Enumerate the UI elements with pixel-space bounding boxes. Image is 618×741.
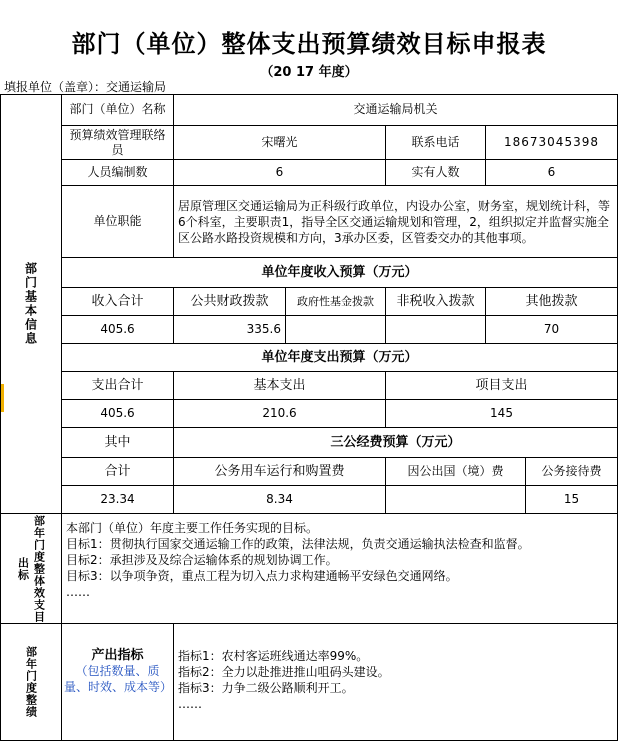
label-income-total: 收入合计	[62, 288, 174, 316]
label-dept-name: 部门（单位）名称	[62, 94, 174, 126]
value-basic-exp[interactable]: 210.6	[174, 400, 386, 428]
output-indicator-label: 产出指标	[91, 648, 144, 663]
label-phone: 联系电话	[386, 126, 486, 160]
goal-line: 目标3：以争项争资，重点工程为切入点力求构建通畅平安绿色交通网络。	[66, 569, 458, 583]
label-project-exp: 项目支出	[386, 372, 618, 400]
section-goal-text: 部年门度整体效支目出标	[16, 514, 46, 623]
year-subtitle: （20 17 年度）	[260, 65, 358, 80]
label-functions: 单位职能	[62, 186, 174, 258]
label-basic-exp: 基本支出	[174, 372, 386, 400]
value-income-total[interactable]: 405.6	[62, 316, 174, 344]
label-non-tax: 非税收入拨款	[386, 288, 486, 316]
value-project-exp[interactable]: 145	[386, 400, 618, 428]
label-among: 其中	[62, 428, 174, 458]
label-reception: 公务接待费	[526, 458, 618, 486]
value-other-alloc[interactable]: 70	[486, 316, 618, 344]
value-contact-person[interactable]: 宋曙光	[174, 126, 386, 160]
indicator-line: ……	[178, 697, 202, 711]
expense-budget-header: 单位年度支出预算（万元）	[62, 344, 618, 372]
output-indicator-note: （包括数量、质量、时效、成本等）	[64, 664, 173, 694]
label-subtotal: 合计	[62, 458, 174, 486]
goal-line: ……	[66, 585, 90, 599]
goal-line: 目标2：承担涉及及综合运输体系的规划协调工作。	[66, 553, 338, 567]
label-staff-quota: 人员编制数	[62, 160, 174, 186]
section-annual-goal	[0, 514, 62, 624]
cell-cursor-marker	[0, 384, 4, 412]
section-basic-info	[0, 94, 62, 514]
label-contact-person: 预算绩效管理联络员	[62, 126, 174, 160]
indicator-line: 指标3：力争二级公路顺利开工。	[178, 681, 354, 695]
goal-line: 目标1：贯彻执行国家交通运输工作的政策，法律法规，负责交通运输执法检查和监督。	[66, 537, 530, 551]
value-car[interactable]: 8.34	[174, 486, 386, 514]
filling-unit: 填报单位（盖章）：交通运输局	[4, 80, 167, 94]
value-phone[interactable]: 18673045398	[486, 126, 618, 160]
label-expense-total: 支出合计	[62, 372, 174, 400]
value-actual-staff[interactable]: 6	[486, 160, 618, 186]
page-title: 部门（单位）整体支出预算绩效目标申报表	[71, 30, 547, 58]
value-gov-fund[interactable]	[286, 316, 386, 344]
value-staff-quota[interactable]: 6	[174, 160, 386, 186]
section-basic-text: 部门基本信息	[23, 261, 38, 346]
goal-line: 本部门（单位）年度主要工作任务实现的目标。	[66, 521, 319, 535]
value-abroad[interactable]	[386, 486, 526, 514]
indicator-line: 指标1：农村客运班线通达率99%。	[178, 649, 369, 663]
value-reception[interactable]: 15	[526, 486, 618, 514]
indicator-line: 指标2：全力以赴推进推山咀码头建设。	[178, 665, 390, 679]
label-car: 公务用车运行和购置费	[174, 458, 386, 486]
indicators-block[interactable]	[174, 624, 618, 741]
section-perf-text: 部年门度整绩	[24, 646, 38, 718]
report-table	[0, 94, 618, 741]
label-other-alloc: 其他拨款	[486, 288, 618, 316]
value-non-tax[interactable]	[386, 316, 486, 344]
value-three-total[interactable]: 23.34	[62, 486, 174, 514]
annual-goals-block[interactable]	[62, 514, 618, 624]
value-public-fiscal[interactable]: 335.6	[174, 316, 286, 344]
three-public-header: 三公经费预算（万元）	[174, 428, 618, 458]
income-budget-header: 单位年度收入预算（万元）	[62, 258, 618, 288]
label-public-fiscal: 公共财政拨款	[174, 288, 286, 316]
label-gov-fund: 政府性基金拨款	[286, 288, 386, 316]
section-performance	[0, 624, 62, 741]
value-functions[interactable]: 居原管理区交通运输局为正科级行政单位，内设办公室，财务室，规划统计科，等6个科室，主要职责1，指导全区交通运输规划和管理，2，组织拟定并监督实施全区公路水路投资规模和方向，3承办区委，区管委交办的其他事项。	[174, 186, 618, 258]
value-dept-name[interactable]: 交通运输局机关	[174, 94, 618, 126]
output-indicator-cell	[62, 624, 174, 741]
value-expense-total[interactable]: 405.6	[62, 400, 174, 428]
label-abroad: 因公出国（境）费	[386, 458, 526, 486]
label-actual-staff: 实有人数	[386, 160, 486, 186]
